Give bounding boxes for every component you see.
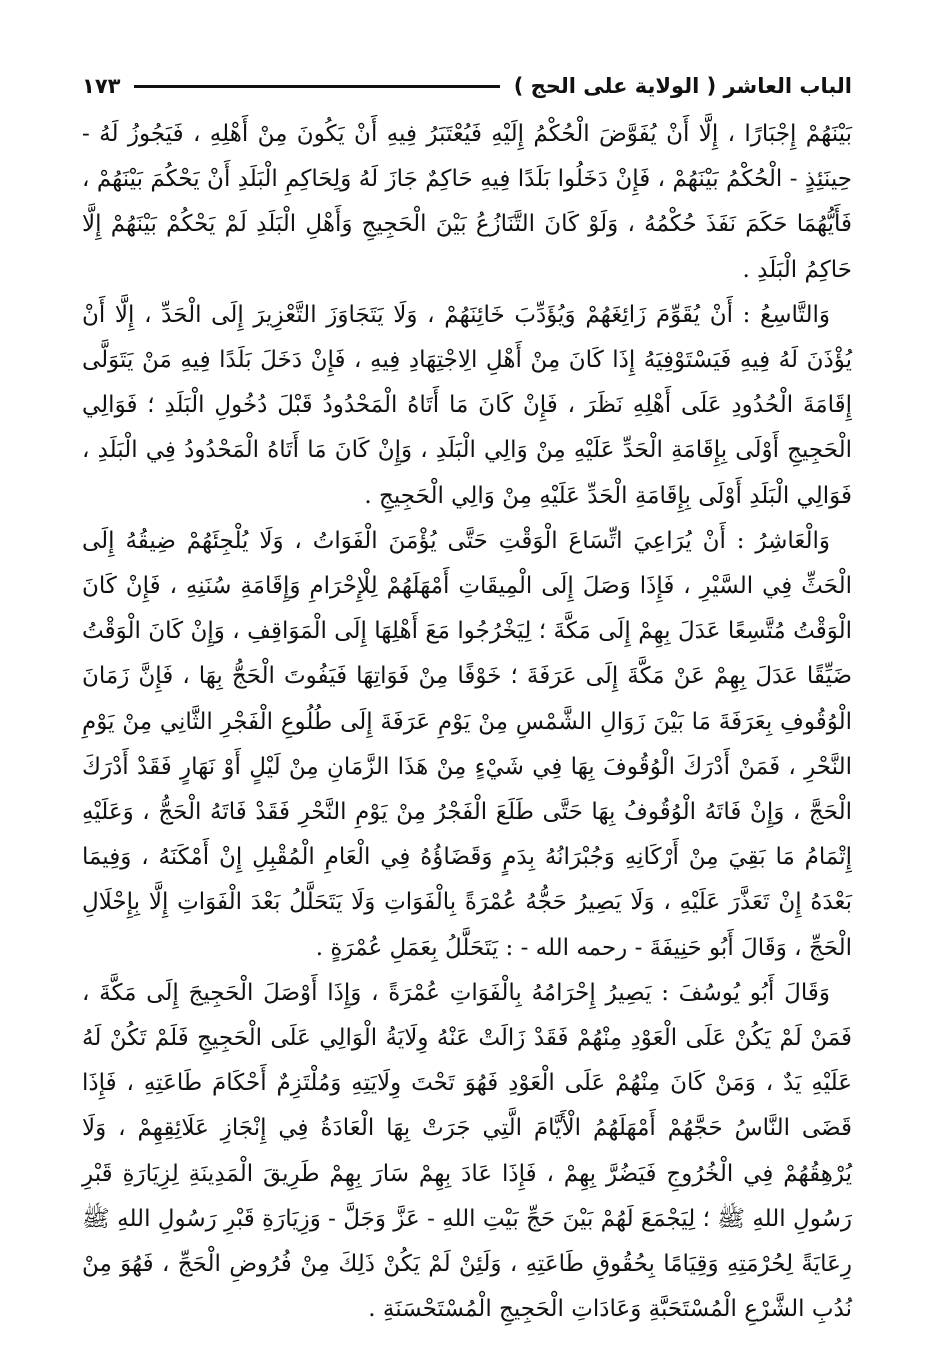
page-number: ١٧٣ xyxy=(82,74,121,98)
running-header xyxy=(82,66,852,106)
body-text xyxy=(82,112,852,1332)
paragraph: وَقَالَ أَبُو يُوسُفَ : يَصِيرُ إِحْرَامُهُ بِالْفَوَاتِ عُمْرَةً ، وَإِذَا أَوْصَلَ الْحَجِيجَ إِلَى مَكَّةَ ، فَمَنْ لَمْ يَكُنْ عَلَى الْعَوْدِ مِنْهُمْ فَقَدْ زَالَتْ عَنْهُ وِلَايَةُ الْوَالِي عَلَى الْحَجِيجِ فَلَمْ تَكُنْ لَهُ عَلَيْهِ يَدٌ ، وَمَنْ كَانَ مِنْهُمْ عَلَى الْعَوْدِ فَهُوَ تَحْتَ وِلَايَتِهِ وَمُلْتَزِمٌ أَحْكَامَ طَاعَتِهِ ، فَإِذَا قَضَى النَّاسُ حَجَّهُمْ أَمْهَلَهُمُ الْأَيَّامَ الَّتِي جَرَتْ بِهَا الْعَادَةُ فِي إِنْجَازِ عَلَائِقِهِمْ ، وَلَا يُرْهِقُهُمْ فِي الْخُرُوجِ فَيَضُرَّ بِهِمْ ، فَإِذَا عَادَ بِهِمْ سَارَ بِهِمْ طَرِيقَ الْمَدِينَةِ لِزِيَارَةِ قَبْرِ رَسُولِ اللهِ ﷺ ؛ لِيَجْمَعَ لَهُمْ بَيْنَ حَجِّ بَيْتِ اللهِ - عَزَّ وَجَلَّ - وَزِيَارَةِ قَبْرِ رَسُولِ اللهِ ﷺ رِعَايَةً لِحُرْمَتِهِ وَقِيَامًا بِحُقُوقِ طَاعَتِهِ ، وَلَئِنْ لَمْ يَكُنْ ذَلِكَ مِنْ فُرُوضِ الْحَجِّ ، فَهُوَ مِنْ نُدُبِ الشَّرْعِ الْمُسْتَحَبَّةِ وَعَادَاتِ الْحَجِيجِ الْمُسْتَحْسَنَةِ . xyxy=(82,979,852,1323)
paragraph: وَالْعَاشِرُ : أَنْ يُرَاعِيَ اتِّسَاعَ الْوَقْتِ حَتَّى يُؤْمَنَ الْفَوَاتُ ، وَلَا يُلْجِئَهُمْ ضِيقُهُ إِلَى الْحَثِّ فِي السَّيْرِ ، فَإِذَا وَصَلَ إِلَى الْمِيقَاتِ أَمْهَلَهُمْ لِلْإِحْرَامِ وَإِقَامَةِ سُنَنِهِ ، فَإِنْ كَانَ الْوَقْتُ مُتَّسِعًا عَدَلَ بِهِمْ إِلَى مَكَّةَ ؛ لِيَخْرُجُوا مَعَ أَهْلِهَا إِلَى الْمَوَاقِفِ ، وَإِنْ كَانَ الْوَقْتُ ضَيِّقًا عَدَلَ بِهِمْ عَنْ مَكَّةَ إِلَى عَرَفَةَ ؛ خَوْفًا مِنْ فَوَاتِهَا فَيَفُوتَ الْحَجُّ بِهَا ، فَإِنَّ زَمَانَ الْوُقُوفِ بِعَرَفَةَ مَا بَيْنَ زَوَالِ الشَّمْسِ مِنْ يَوْمِ عَرَفَةَ إِلَى طُلُوعِ الْفَجْرِ الثَّانِي مِنْ يَوْمِ النَّحْرِ ، فَمَنْ أَدْرَكَ الْوُقُوفَ بِهَا فِي شَيْءٍ مِنْ هَذَا الزَّمَانِ مِنْ لَيْلٍ أَوْ نَهَارٍ فَقَدْ أَدْرَكَ الْحَجَّ ، وَإِنْ فَاتَهُ الْوُقُوفُ بِهَا حَتَّى طَلَعَ الْفَجْرُ مِنْ يَوْمِ النَّحْرِ فَقَدْ فَاتَهُ الْحَجُّ ، وَعَلَيْهِ إِتْمَامُ مَا بَقِيَ مِنْ أَرْكَانِهِ وَجُبْرَانُهُ بِدَمٍ وَقَضَاؤُهُ فِي الْعَامِ الْمُقْبِلِ إِنْ أَمْكَنَهُ ، وَفِيمَا بَعْدَهُ إِنْ تَعَذَّرَ عَلَيْهِ ، وَلَا يَصِيرُ حَجُّهُ عُمْرَةً بِالْفَوَاتِ وَلَا يَتَحَلَّلُ بَعْدَ الْفَوَاتِ إِلَّا بِإِحْلَالِ الْحَجِّ ، وَقَالَ أَبُو حَنِيفَةَ - رحمه الله - : يَتَحَلَّلُ بِعَمَلِ عُمْرَةٍ . xyxy=(82,527,852,961)
header-rule xyxy=(134,85,499,88)
paragraph: وَالتَّاسِعُ : أَنْ يُقَوِّمَ زَائِغَهُمْ وَيُؤَدِّبَ خَائِنَهُمْ ، وَلَا يَتَجَاوَزَ التَّعْزِيرَ إِلَى الْحَدِّ ، إِلَّا أَنْ يُؤْذَنَ لَهُ فِيهِ فَيَسْتَوْفِيَهُ إِذَا كَانَ مِنْ أَهْلِ الِاجْتِهَادِ فِيهِ ، فَإِنْ دَخَلَ بَلَدًا فِيهِ مَنْ يَتَوَلَّى إِقَامَةَ الْحُدُودِ عَلَى أَهْلِهِ نَظَرَ ، فَإِنْ كَانَ مَا أَتَاهُ الْمَحْدُودُ قَبْلَ دُخُولِ الْبَلَدِ ؛ فَوَالِي الْحَجِيجِ أَوْلَى بِإِقَامَةِ الْحَدِّ عَلَيْهِ مِنْ وَالِي الْبَلَدِ ، وَإِنْ كَانَ مَا أَتَاهُ الْمَحْدُودُ فِي الْبَلَدِ ، فَوَالِي الْبَلَدِ أَوْلَى بِإِقَامَةِ الْحَدِّ عَلَيْهِ مِنْ وَالِي الْحَجِيجِ . xyxy=(82,301,852,509)
paragraph: بَيْنَهُمْ إِجْبَارًا ، إِلَّا أَنْ يُفَوَّضَ الْحُكْمُ إِلَيْهِ فَيُعْتَبَرُ فِيهِ أَنْ يَكُونَ مِنْ أَهْلِهِ ، فَيَجُوزُ لَهُ - حِينَئِذٍ - الْحُكْمُ بَيْنَهُمْ ، فَإِنْ دَخَلُوا بَلَدًا فِيهِ حَاكِمٌ جَازَ لَهُ وَلِحَاكِمِ الْبَلَدِ أَنْ يَحْكُمَ بَيْنَهُمْ ، فَأَيُّهُمَا حَكَمَ نَفَذَ حُكْمُهُ ، وَلَوْ كَانَ التَّنَازُعُ بَيْنَ الْحَجِيجِ وَأَهْلِ الْبَلَدِ لَمْ يَحْكُمْ بَيْنَهُمْ إِلَّا حَاكِمُ الْبَلَدِ . xyxy=(82,121,852,283)
chapter-title: الباب العاشر ( الولاية على الحج ) xyxy=(513,74,852,98)
